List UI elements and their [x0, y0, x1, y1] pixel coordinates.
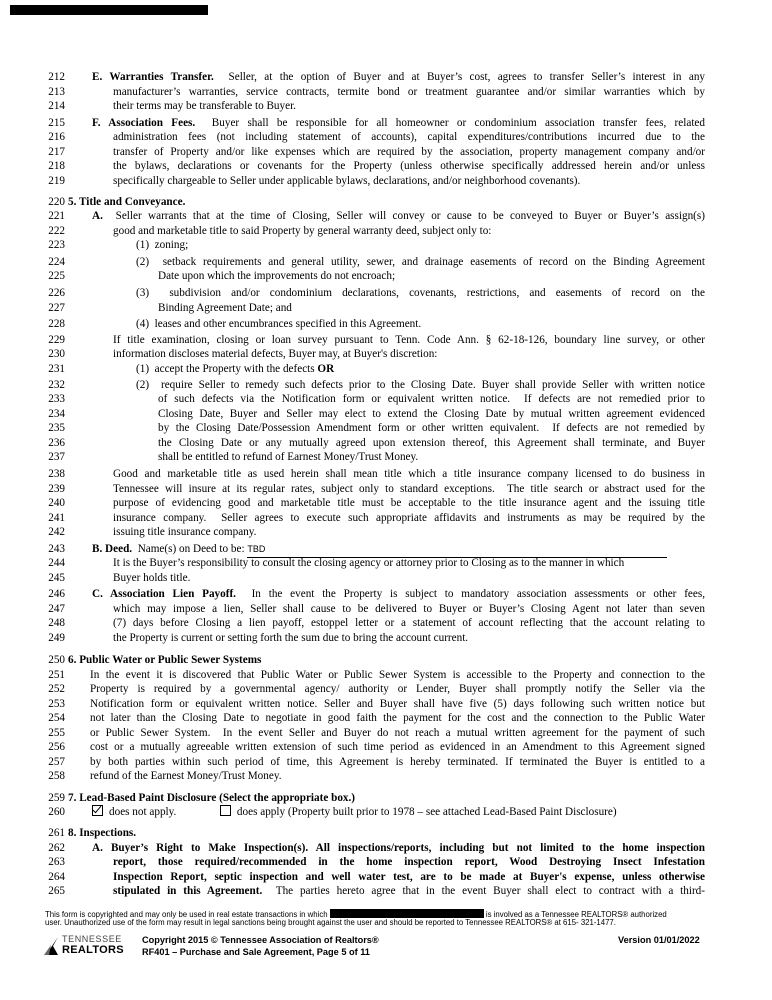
line-number: 243 — [48, 543, 65, 555]
line-number: 213 — [48, 86, 65, 98]
line-text: Property is required by a governmental agency/ authority or Lender, Buyer shall promptly notify the Seller via the — [90, 683, 705, 695]
document-line — [68, 791, 355, 806]
document-line — [113, 130, 705, 145]
document-line — [113, 482, 705, 497]
bold-heading: 6. Public Water or Public Sewer Systems — [68, 654, 262, 666]
line-number: 250 — [48, 654, 65, 666]
line-number: 222 — [48, 225, 65, 237]
line-number: 240 — [48, 497, 65, 509]
line-text: Good and marketable title as used herein shall mean title which a title insurance company licensed to do business in — [113, 468, 705, 480]
form-id-page: RF401 – Purchase and Sale Agreement, Page 5 of 11 — [142, 947, 370, 957]
line-number: 234 — [48, 408, 65, 420]
checkbox-does-apply[interactable] — [220, 805, 231, 816]
line-number: 224 — [48, 256, 65, 268]
line-number: 251 — [48, 669, 65, 681]
document-line — [113, 616, 705, 631]
line-text: (2) setback requirements and general utility, sewer, and drainage easements of record on the Binding Agreement — [136, 256, 705, 268]
line-text: The parties hereto agree that in the event Buyer shall elect to contract with a third- — [262, 885, 705, 897]
line-number: 216 — [48, 131, 65, 143]
bold-heading: F. Association Fees. — [92, 117, 196, 129]
line-number: 262 — [48, 842, 65, 854]
line-number: 247 — [48, 603, 65, 615]
line-text: Seller, at the option of Buyer and at Buyer’s cost, agrees to transfer Seller’s interest in any — [213, 71, 706, 83]
bold-heading: stipulated in this Agreement. — [113, 885, 263, 897]
bold-heading: A. Buyer’s Right to Make Inspection(s). All inspections/reports, including but not limited to the home inspection — [92, 842, 705, 854]
document-line — [113, 602, 705, 617]
document-line — [136, 378, 705, 393]
line-number: 265 — [48, 885, 65, 897]
document-line — [90, 697, 705, 712]
document-line — [68, 826, 136, 841]
document-line — [158, 407, 705, 422]
document-line — [158, 436, 705, 451]
line-number: 231 — [48, 363, 65, 375]
line-text: Name(s) on Deed to be: — [132, 543, 248, 555]
line-text: information discloses material defects, Buyer may, at Buyer's discretion: — [113, 348, 438, 360]
line-text: shall be entitled to refund of Earnest Money/Trust Money. — [158, 451, 419, 463]
document-line — [92, 116, 705, 131]
line-number: 263 — [48, 856, 65, 868]
line-number: 237 — [48, 451, 65, 463]
line-text: not later than the Closing Date to negotiate in good faith the payment for the cost and the connection to the Public Water — [90, 712, 705, 724]
logo-mark-icon — [44, 935, 60, 957]
document-line — [92, 209, 705, 224]
line-text: Closing Date, Buyer and Seller may elect to extend the Closing Date by mutual written agreement evidenced — [158, 408, 705, 420]
bold-heading: report, those required/recommended in the home inspection report, Wood Destroying Insect Infestation — [113, 856, 705, 868]
document-line — [136, 255, 705, 270]
document-line — [158, 450, 418, 465]
line-number: 241 — [48, 512, 65, 524]
document-line — [113, 525, 256, 540]
line-number: 228 — [48, 318, 65, 330]
line-number: 218 — [48, 160, 65, 172]
document-line — [113, 145, 705, 160]
bold-heading: E. Warranties Transfer. — [92, 71, 214, 83]
line-text: or Public Sewer System. In the event Seller and Buyer do not reach a mutual written agreement for the payment of such — [90, 727, 705, 739]
tennessee-realtors-logo — [44, 934, 128, 958]
line-number: 253 — [48, 698, 65, 710]
line-number: 226 — [48, 287, 65, 299]
line-text: transfer of Property and/or like expenses which are required by the association, property management company and/or — [113, 146, 705, 158]
line-text: cost or a mutually agreeable written extension of such time period as evidenced in an Amendment to this Agreement signed — [90, 741, 705, 753]
line-text: Date upon which the improvements do not encroach; — [158, 270, 396, 282]
line-text: (1) zoning; — [136, 239, 189, 251]
document-line — [90, 769, 282, 784]
line-text: the bylaws, declarations or covenants for the Property (unless otherwise specifically addressed herein and/or unless — [113, 160, 705, 172]
footer-notice-part1: This form is copyrighted and may only be used in real estate transactions in which — [45, 910, 328, 919]
line-text: by both parties within such period of time, this Agreement is hereby terminated. If terminated the Buyer is entitled to a — [90, 756, 705, 768]
document-line — [92, 587, 705, 602]
bold-emphasis: OR — [317, 363, 335, 375]
lead-paint-options — [92, 805, 617, 820]
line-number: 225 — [48, 270, 65, 282]
line-text: Notification form or equivalent written notice. Seller and Buyer shall have five (5) days following such written notice but — [90, 698, 705, 710]
line-text: Seller warrants that at the time of Closing, Seller will convey or cause to be conveyed to Buyer or Buyer’s assign(s) — [102, 210, 705, 222]
line-number: 235 — [48, 422, 65, 434]
line-number: 217 — [48, 146, 65, 158]
line-text: (1) accept the Property with the defects — [136, 363, 318, 375]
document-line — [90, 726, 705, 741]
document-line — [90, 755, 705, 770]
line-text: (3) subdivision and/or condominium declarations, covenants, restrictions, and easements of record on the — [136, 287, 705, 299]
line-number: 256 — [48, 741, 65, 753]
line-number: 255 — [48, 727, 65, 739]
line-number: 254 — [48, 712, 65, 724]
line-number: 215 — [48, 117, 65, 129]
document-line — [90, 682, 705, 697]
line-number: 248 — [48, 617, 65, 629]
document-line — [136, 238, 188, 253]
logo-text-top: TENNESSEE — [62, 934, 122, 944]
line-text: good and marketable title to said Property by general warranty deed, subject only to: — [113, 225, 492, 237]
line-number: 239 — [48, 483, 65, 495]
line-text: If title examination, closing or loan survey pursuant to Tenn. Code Ann. § 62-18-126, boundary line survey, or other — [113, 334, 705, 346]
line-text: refund of the Earnest Money/Trust Money. — [90, 770, 282, 782]
line-text: In the event it is discovered that Public Water or Public Sewer System is accessible to the Property and connection to the — [90, 669, 705, 681]
line-number: 249 — [48, 632, 65, 644]
bold-heading: A. — [92, 210, 103, 222]
line-number: 258 — [48, 770, 65, 782]
line-number: 227 — [48, 302, 65, 314]
line-text: Tennessee will insure at its regular rates, subject only to standard exceptions. The title search or abstract used for the — [113, 483, 705, 495]
line-number: 259 — [48, 792, 65, 804]
option-does-not-apply-label: does not apply. — [109, 806, 177, 818]
line-text: the Property is current or setting forth the sum due to bring the account current. — [113, 632, 469, 644]
line-number: 229 — [48, 334, 65, 346]
line-text: which may impose a lien, Seller shall cause to be delivered to Buyer or Buyer’s Closing Agent not later than seven — [113, 603, 705, 615]
document-line — [113, 85, 705, 100]
document-line — [92, 70, 705, 85]
document-line — [90, 711, 705, 726]
document-line — [113, 511, 705, 526]
document-line — [158, 421, 705, 436]
line-text: (4) leases and other encumbrances specified in this Agreement. — [136, 318, 422, 330]
redacted-licensee — [330, 909, 484, 918]
line-text: purpose of evidencing good and marketable title must be acceptable to the title insurance agent and the issuing title — [113, 497, 705, 509]
bold-heading: 7. Lead-Based Paint Disclosure (Select the appropriate box.) — [68, 792, 356, 804]
document-line — [136, 362, 334, 377]
document-line — [113, 347, 437, 362]
line-text: insurance company. Seller agrees to execute such appropriate affidavits and instruments as may be required by the — [113, 512, 705, 524]
document-line — [90, 668, 705, 683]
line-number: 230 — [48, 348, 65, 360]
line-number: 257 — [48, 756, 65, 768]
version-text: Version 01/01/2022 — [618, 935, 700, 945]
bold-heading: 8. Inspections. — [68, 827, 137, 839]
document-line — [113, 855, 705, 870]
document-line — [68, 653, 261, 668]
line-number: 219 — [48, 175, 65, 187]
document-line — [158, 392, 705, 407]
bold-heading: C. Association Lien Payoff. — [92, 588, 236, 600]
line-number: 260 — [48, 806, 65, 818]
bold-heading: Inspection Report, septic inspection and well water test, are to be made at Buyer's expense, unless otherwise — [113, 871, 705, 883]
line-number: 232 — [48, 379, 65, 391]
line-text: by the Closing Date/Possession Amendment form or other written equivalent. If defects are not remedied by — [158, 422, 705, 434]
document-line — [136, 286, 705, 301]
checkbox-does-not-apply[interactable] — [92, 805, 103, 816]
line-text: Buyer holds title. — [113, 572, 191, 584]
line-number: 233 — [48, 393, 65, 405]
line-text: specifically chargeable to Seller under applicable bylaws, declarations, and/or neighborhood covenants). — [113, 175, 581, 187]
deed-names-field[interactable]: TBD — [247, 542, 667, 558]
document-line — [113, 159, 705, 174]
line-number: 246 — [48, 588, 65, 600]
line-number: 244 — [48, 557, 65, 569]
line-text: issuing title insurance company. — [113, 526, 257, 538]
document-line — [92, 542, 667, 557]
document-line — [92, 841, 705, 856]
line-number: 252 — [48, 683, 65, 695]
document-line — [158, 269, 395, 284]
footer-notice-line2: user. Unauthorized use of the form may result in legal sanctions being brought against the user and should be reported to Tennessee REALTORS® at 615- 321-1477. — [45, 918, 616, 927]
redacted-header-bar — [10, 5, 208, 15]
line-number: 221 — [48, 210, 65, 222]
document-line — [90, 740, 705, 755]
line-number: 236 — [48, 437, 65, 449]
copyright-text: Copyright 2015 © Tennessee Association of Realtors® — [142, 935, 379, 945]
line-text: (7) days before Closing a lien payoff, estoppel letter or a statement of account reflecting that the account relating to — [113, 617, 705, 629]
line-number: 238 — [48, 468, 65, 480]
document-line — [113, 884, 705, 899]
bold-heading: 5. Title and Conveyance. — [68, 196, 186, 208]
line-text: (2) require Seller to remedy such defects prior to the Closing Date. Buyer shall provide Seller with written notice — [136, 379, 705, 391]
document-line — [113, 333, 705, 348]
line-number: 220 — [48, 196, 65, 208]
line-number: 245 — [48, 572, 65, 584]
document-line — [113, 870, 705, 885]
line-number: 261 — [48, 827, 65, 839]
document-line — [158, 301, 292, 316]
line-number: 223 — [48, 239, 65, 251]
line-number: 242 — [48, 526, 65, 538]
line-text: In the event the Property is subject to mandatory association assessments or other fees, — [235, 588, 705, 600]
line-text: the Closing Date or any mutually agreed upon extension thereof, this Agreement shall terminate, and Buyer — [158, 437, 705, 449]
document-line — [113, 467, 705, 482]
document-line — [68, 195, 185, 210]
line-text: of such defects via the Notification form or equivalent written notice. If defects are not remedied prior to — [158, 393, 705, 405]
line-number: 214 — [48, 100, 65, 112]
document-line — [113, 556, 624, 571]
line-text: manufacturer’s warranties, service contracts, termite bond or treatment guarantee and/or similar warranties which by — [113, 86, 705, 98]
document-line — [113, 631, 468, 646]
logo-text-bottom: REALTORS — [62, 944, 124, 956]
line-text: administration fees (not including statement of accounts), capital expenditures/contributions incurred due to the — [113, 131, 705, 143]
document-line — [113, 571, 190, 586]
line-text: Buyer shall be responsible for all homeowner or condominium association transfer fees, related — [195, 117, 705, 129]
line-text: It is the Buyer’s responsibility to consult the closing agency or attorney prior to Closing as to the manner in which — [113, 557, 625, 569]
document-line — [113, 99, 296, 114]
option-does-apply-label: does apply (Property built prior to 1978 – see attached Lead-Based Paint Disclosure) — [236, 806, 617, 818]
bold-heading: B. Deed. — [92, 543, 133, 555]
line-text: their terms may be transferable to Buyer. — [113, 100, 296, 112]
line-number: 264 — [48, 871, 65, 883]
line-number: 212 — [48, 71, 65, 83]
footer-notice-part2: is involved as a Tennessee REALTORS® authorized — [485, 910, 667, 919]
document-line — [113, 496, 705, 511]
line-text: Binding Agreement Date; and — [158, 302, 292, 314]
document-line — [113, 224, 491, 239]
document-line — [113, 174, 580, 189]
document-line — [136, 317, 421, 332]
